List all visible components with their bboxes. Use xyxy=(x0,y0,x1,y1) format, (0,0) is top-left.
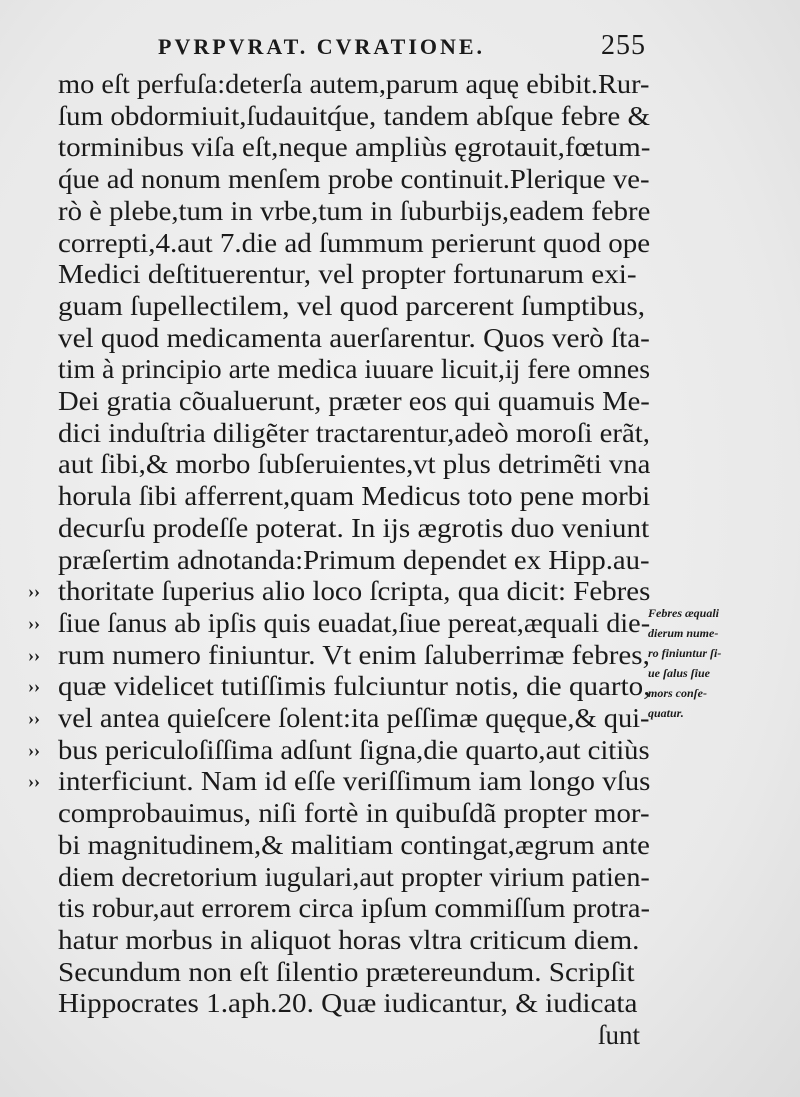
quote-mark: ›› xyxy=(28,771,40,792)
text-line: diem decretorium iugulari,aut propter virium patien- xyxy=(58,861,650,892)
text-line: decurſu prodeſſe poterat. In ijs ægrotis duo veniunt xyxy=(58,512,650,543)
text-line: q́ue ad nonum menſem probe continuit.Plerique ve- xyxy=(58,164,650,195)
text-line: hatur morbus in aliquot horas vltra criticum diem. xyxy=(58,924,640,955)
text-line: dici induſtria diligẽter tractarentur,adeò moroſi erãt, xyxy=(58,417,650,448)
text-line: interficiunt. Nam id eſſe veriſſimum iam longo vſus xyxy=(58,766,651,797)
text-line: bi magnitudinem,& malitiam contingat,ægrum ante xyxy=(58,829,650,860)
text-line: rò è plebe,tum in vrbe,tum in ſuburbijs,eadem febre xyxy=(58,195,651,226)
margin-note-line: ue ſalus ſiue xyxy=(648,666,711,680)
text-line: tim à principio arte medica iuuare licuit,ij fere omnes xyxy=(58,354,651,385)
text-line: Hippocrates 1.aph.20. Quæ iudicantur, & iudicata xyxy=(58,988,638,1019)
text-line: Medici deſtituerentur, vel propter fortunarum exi- xyxy=(58,259,637,290)
text-line: correpti,4.aut 7.die ad ſummum perierunt quod ope xyxy=(58,227,651,258)
text-line: aut ſibi,& morbo ſubſeruientes,vt plus detrimẽti vna xyxy=(58,449,651,480)
text-line: Dei gratia cõualuerunt, præter eos qui quamuis Me- xyxy=(58,386,650,416)
text-line: ſiue ſanus ab ipſis quis euadat,ſiue pereat,æquali die- xyxy=(58,607,651,638)
text-line: vel quod medicamenta auerſarentur. Quos verò ſta- xyxy=(58,322,650,353)
page-number: 255 xyxy=(601,30,646,61)
text-line: mo eſt perfuſa:deterſa autem,parum aquę ebibit.Rur- xyxy=(58,69,650,99)
margin-note-line: quatur. xyxy=(648,706,684,720)
text-line: thoritate ſuperius alio loco ſcripta, qua dicit: Febres xyxy=(58,576,651,607)
margin-note-line: dierum nume- xyxy=(648,626,719,640)
text-line: bus periculoſiſſima adſunt ſigna,die quarto,aut citiùs xyxy=(58,734,650,765)
margin-note-line: ro finiuntur ſi- xyxy=(648,646,722,660)
text-line: horula ſibi afferrent,quam Medicus toto pene morbi xyxy=(58,481,651,512)
quote-mark: ›› xyxy=(28,739,40,760)
quote-mark: ›› xyxy=(28,708,40,728)
text-line: comprobauimus, niſi fortè in quibuſdã propter mor- xyxy=(58,798,650,829)
quote-mark: ›› xyxy=(28,644,40,665)
margin-note-line: mors conſe- xyxy=(648,686,707,700)
text-line: vel antea quieſcere ſolent:ita peſſimæ quęque,& qui- xyxy=(58,703,650,733)
text-line: guam ſupellectilem, vel quod parcerent ſumptibus, xyxy=(58,290,646,321)
text-line: Secundum non eſt ſilentio prætereundum. Scripſit xyxy=(58,956,635,987)
quote-mark: ›› xyxy=(28,581,40,602)
running-title: PVRPVRAT. CVRATIONE. xyxy=(158,34,486,59)
margin-note xyxy=(648,603,798,723)
margin-note-line: Febres æquali xyxy=(648,606,720,620)
text-line: præſertim adnotanda:Primum dependet ex Hipp.au- xyxy=(58,544,650,575)
text-line: quæ videlicet tutiſſimis fulciuntur notis, die quarto, xyxy=(58,671,651,702)
text-line: rum numero finiuntur. Vt enim ſaluberrimæ febres, xyxy=(58,639,650,670)
page-header xyxy=(150,30,650,66)
text-line: ſum obdormiuit,ſudauitq́ue, tandem abſque febre & xyxy=(58,100,651,131)
text-line: ſunt xyxy=(598,1020,641,1050)
text-line: tis robur,aut errorem circa ipſum commiſſum protra- xyxy=(58,893,650,924)
quote-mark: ›› xyxy=(28,612,40,633)
quote-mark: ›› xyxy=(28,676,40,697)
text-line: torminibus viſa eſt,neque ampliùs ęgrotauit,fœtum- xyxy=(58,132,651,163)
